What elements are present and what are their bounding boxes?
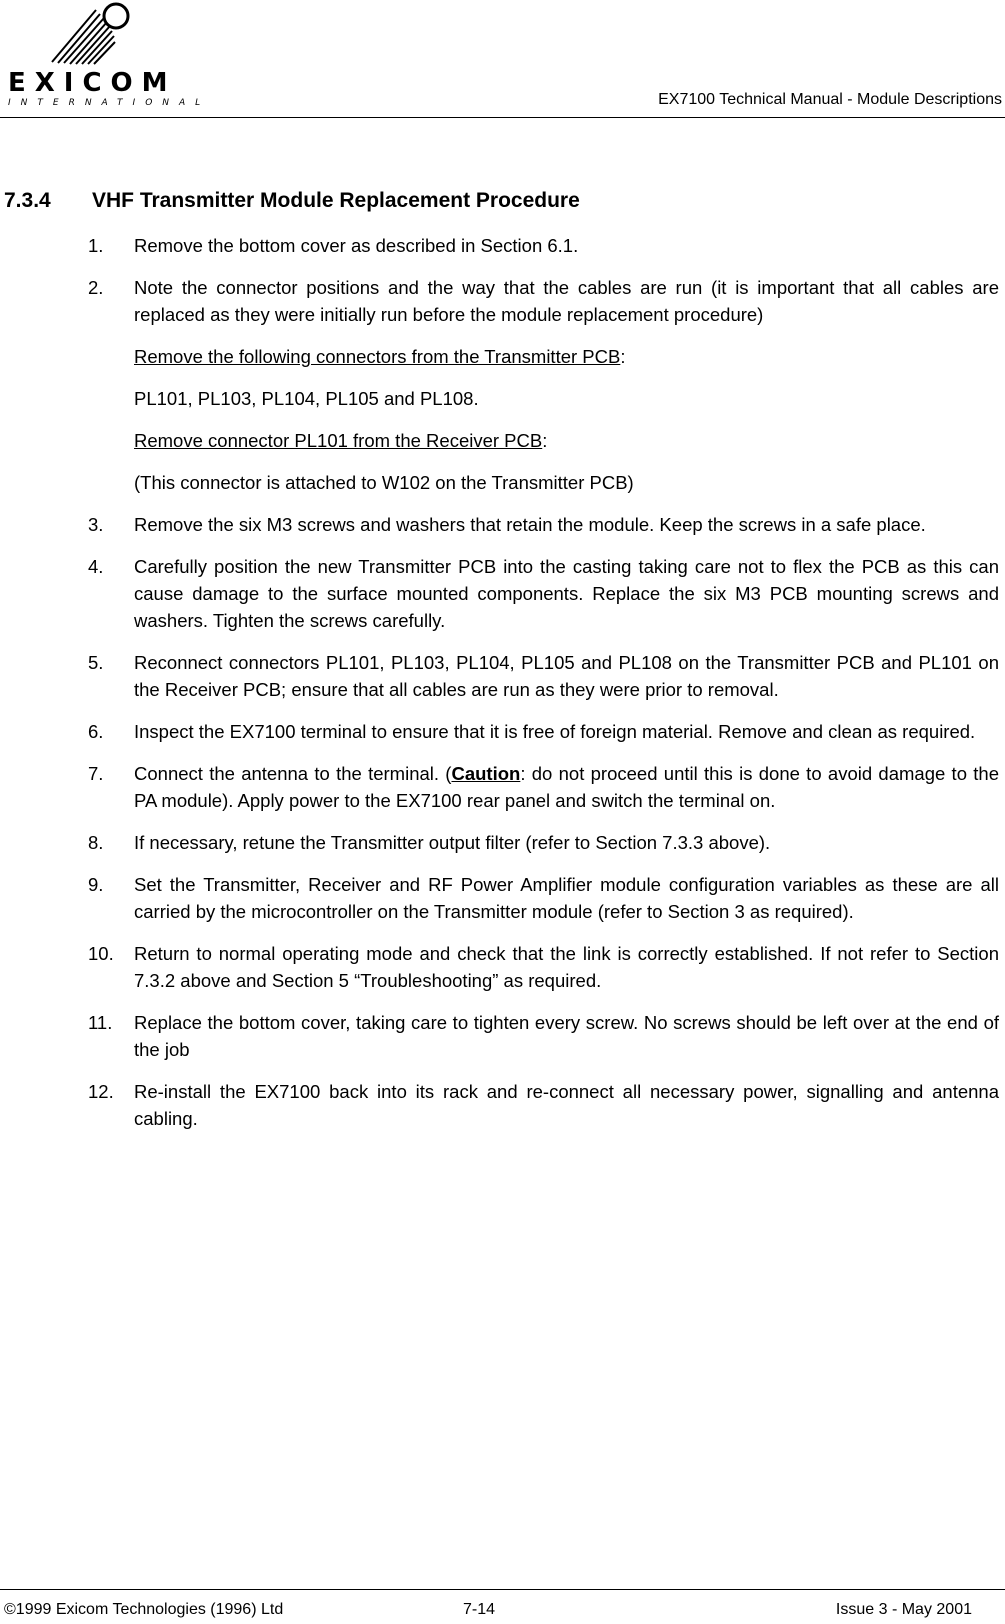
- step-3: [88, 511, 999, 538]
- step-7: [88, 760, 999, 814]
- step-number: 11.: [88, 1012, 113, 1033]
- exicom-logo: [4, 2, 211, 110]
- step-12: [88, 1078, 999, 1132]
- header-title: EX7100 Technical Manual - Module Descriptions: [658, 91, 1002, 108]
- step-1: [88, 232, 999, 259]
- footer-page-number: 7-14: [463, 1601, 496, 1618]
- step-text: Set the Transmitter, Receiver and RF Power Amplifier module configuration variables as these are all carried by the microcontroller on the Transmitter module (refer to Section 3 as required).: [134, 874, 999, 922]
- section-title: VHF Transmitter Module Replacement Procedure: [92, 189, 580, 212]
- footer-issue: Issue 3 - May 2001: [835, 1601, 972, 1618]
- logo-subtitle: INTERNATIONAL: [8, 98, 211, 108]
- step-text: Replace the bottom cover, taking care to tighten every screw. No screws should be left over at the end of the job: [134, 1012, 999, 1060]
- step-text: Return to normal operating mode and check that the link is correctly established. If not refer to Section 7.3.2 above and Section 5 “Troubleshooting” as required.: [134, 943, 999, 991]
- step-number: 8.: [88, 832, 104, 853]
- step-2: [88, 274, 999, 328]
- step-number: 1.: [88, 235, 104, 256]
- step-2-note-receiver: Remove connector PL101 from the Receiver PCB:: [134, 430, 548, 451]
- step-number: 7.: [88, 763, 104, 784]
- procedure-list: [88, 232, 999, 1147]
- step-9: [88, 871, 999, 925]
- step-text: Connect the antenna to the terminal. (Caution: do not proceed until this is done to avoid damage to the PA module). Apply power to the EX7100 rear panel and switch the terminal on.: [134, 763, 999, 811]
- step-number: 9.: [88, 874, 104, 895]
- step-text: Remove the six M3 screws and washers that retain the module. Keep the screws in a safe place.: [134, 514, 926, 535]
- step-text: Note the connector positions and the way that the cables are run (it is important that all cables are replaced as they were initially run before the module replacement procedure): [134, 277, 999, 325]
- step-number: 6.: [88, 721, 104, 742]
- footer-rule: [0, 1589, 1005, 1590]
- step-2-connector-note: (This connector is attached to W102 on the Transmitter PCB): [134, 472, 634, 493]
- globe-swoosh-icon: [4, 2, 174, 72]
- step-2-note-transmitter: Remove the following connectors from the Transmitter PCB:: [134, 346, 626, 367]
- step-text: Carefully position the new Transmitter PCB into the casting taking care not to flex the PCB as this can cause damage to the surface mounted components. Replace the six M3 PCB mounting screws and washers. Tighten the screws carefully.: [134, 556, 999, 631]
- step-number: 10.: [88, 943, 114, 964]
- step-text: Inspect the EX7100 terminal to ensure that it is free of foreign material. Remove and clean as required.: [134, 721, 976, 742]
- section-number: 7.3.4: [4, 189, 51, 212]
- step-text: Reconnect connectors PL101, PL103, PL104, PL105 and PL108 on the Transmitter PCB and PL101 on the Receiver PCB; ensure that all cables are run as they were prior to removal.: [134, 652, 999, 700]
- step-4: [88, 553, 999, 634]
- step-number: 12.: [88, 1081, 114, 1102]
- step-5: [88, 649, 999, 703]
- logo-wordmark: EXICOM: [8, 68, 177, 98]
- step-text: Remove the bottom cover as described in Section 6.1.: [134, 235, 579, 256]
- step-number: 3.: [88, 514, 104, 535]
- step-11: [88, 1009, 999, 1063]
- caution-label: Caution: [451, 763, 521, 784]
- step-10: [88, 940, 999, 994]
- step-8: [88, 829, 999, 856]
- header-rule: [0, 117, 1005, 118]
- section-heading: [4, 189, 580, 213]
- footer-copyright: ©1999 Exicom Technologies (1996) Ltd: [4, 1601, 284, 1618]
- step-number: 5.: [88, 652, 104, 673]
- step-number: 4.: [88, 556, 104, 577]
- step-6: [88, 718, 999, 745]
- step-number: 2.: [88, 277, 104, 298]
- step-text: If necessary, retune the Transmitter output filter (refer to Section 7.3.3 above).: [134, 832, 771, 853]
- step-2-connector-list: PL101, PL103, PL104, PL105 and PL108.: [134, 388, 479, 409]
- step-text: Re-install the EX7100 back into its rack and re-connect all necessary power, signalling and antenna cabling.: [134, 1081, 999, 1129]
